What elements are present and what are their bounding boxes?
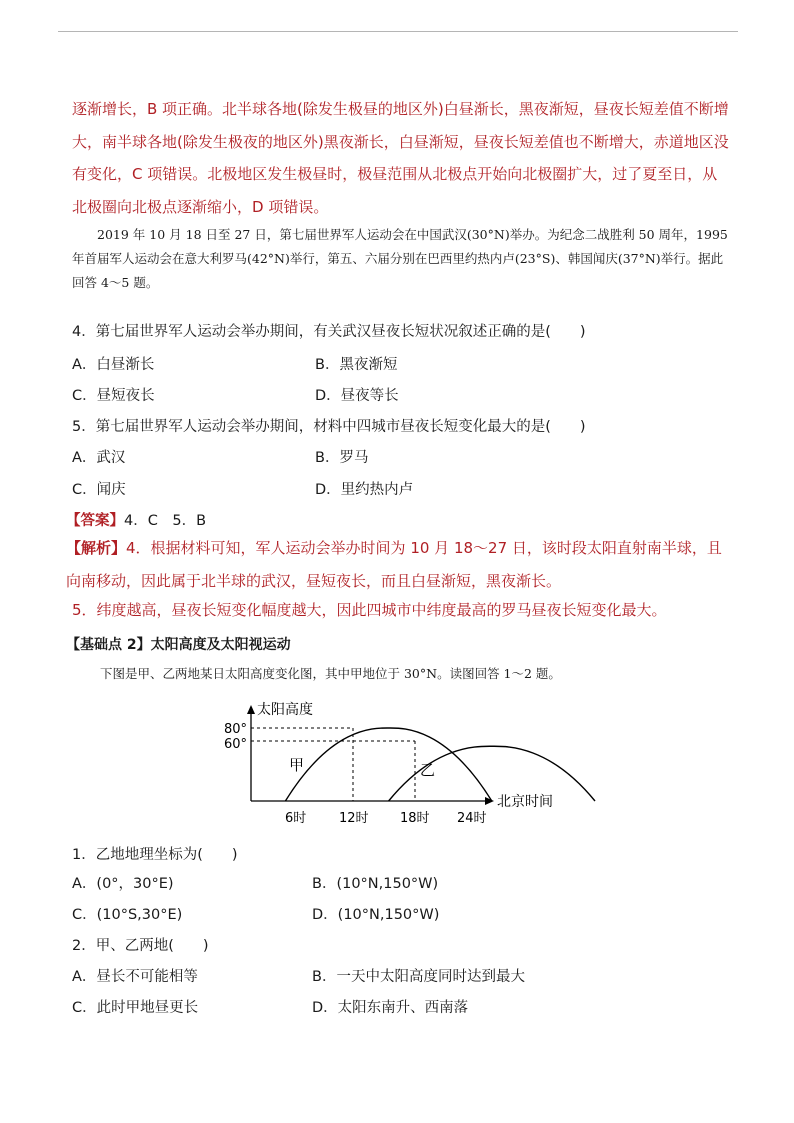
y-axis-arrow: [247, 705, 255, 714]
answer-text: 4．C 5．B: [124, 513, 207, 529]
q2-option-a: A．昼长不可能相等: [72, 969, 198, 985]
q1-option-b: B．(10°N,150°W): [312, 876, 439, 892]
answer-label: 【答案】: [66, 513, 124, 529]
q5-option-a: A．武汉: [72, 450, 126, 466]
q1-option-a: A．(0°，30°E): [72, 876, 174, 892]
q2-option-d: D．太阳东南升、西南落: [312, 1000, 469, 1016]
q2-option-c: C．此时甲地昼更长: [72, 1000, 199, 1016]
question-2-stem: 2．甲、乙两地( ): [72, 938, 209, 954]
x-tick-24: 24时: [457, 811, 487, 826]
x-tick-12: 12时: [339, 811, 369, 826]
question-1-stem: 1．乙地地理坐标为( ): [72, 847, 238, 863]
analysis-label: 【解析】: [66, 539, 127, 557]
section-label: 【基础点 2】: [66, 637, 151, 653]
analysis-text-1: 4．根据材料可知，军人运动会举办时间为 10 月 18～27 日，该时段太阳直射南半球，且向南移动，因此属于北半球的武汉，昼短夜长，而且白昼渐短，黑夜渐长。: [66, 539, 722, 590]
q4-option-b: B．黑夜渐短: [315, 357, 398, 373]
series-yi-label: 乙: [420, 761, 436, 779]
x-axis-label: 北京时间: [497, 794, 553, 810]
q4-option-c: C．昼短夜长: [72, 388, 155, 404]
x-tick-18: 18时: [400, 811, 430, 826]
q5-option-c: C．闻庆: [72, 482, 126, 498]
q1-option-c: C．(10°S,30°E): [72, 907, 183, 923]
x-tick-6: 6时: [285, 811, 307, 826]
figure-intro: 下图是甲、乙两地某日太阳高度变化图，其中甲地位于 30°N。读图回答 1～2 题。: [100, 666, 561, 681]
q4-option-a: A．白昼渐长: [72, 357, 155, 373]
analysis-paragraph-2: 5．纬度越高，昼夜长短变化幅度越大，因此四城市中纬度最高的罗马昼夜长短变化最大。: [72, 601, 667, 619]
q2-option-b: B．一天中太阳高度同时达到最大: [312, 969, 525, 985]
material-paragraph: 2019 年 10 月 18 日至 27 日，第七届世界军人运动会在中国武汉(30°N)举办。为纪念二战胜利 50 周年，1995 年首届军人运动会在意大利罗马(42°N)举行，第五、六届分别在巴西里约热内卢(23°S)、韩国闻庆(37°N)举行。据此回答 4～5 题。: [72, 227, 728, 290]
explanation-continued: 逐渐增长，B 项正确。北半球各地(除发生极昼的地区外)白昼渐长，黑夜渐短，昼夜长短差值不断增大，南半球各地(除发生极夜的地区外)黑夜渐长，白昼渐短，昼夜长短差值也不断增大，赤道地区没有变化，C 项错误。北极地区发生极昼时，极昼范围从北极点开始向北极圈扩大，过了夏至日，从北极圈向北极点逐渐缩小，D 项错误。: [72, 100, 729, 216]
question-5-stem: 5．第七届世界军人运动会举办期间，材料中四城市昼夜长短变化最大的是( ): [72, 419, 586, 435]
q4-option-d: D．昼夜等长: [315, 388, 399, 404]
q5-option-d: D．里约热内卢: [315, 482, 414, 498]
y-tick-60: 60°: [224, 737, 248, 752]
q1-option-d: D．(10°N,150°W): [312, 907, 440, 923]
question-4-stem: 4．第七届世界军人运动会举办期间，有关武汉昼夜长短状况叙述正确的是( ): [72, 324, 586, 340]
series-jia-label: 甲: [289, 756, 305, 774]
section-title: 太阳高度及太阳视运动: [150, 637, 291, 653]
y-axis-label: 太阳高度: [257, 702, 313, 718]
y-tick-80: 80°: [224, 722, 248, 737]
series-jia-curve: [285, 728, 491, 801]
q5-option-b: B．罗马: [315, 450, 369, 466]
